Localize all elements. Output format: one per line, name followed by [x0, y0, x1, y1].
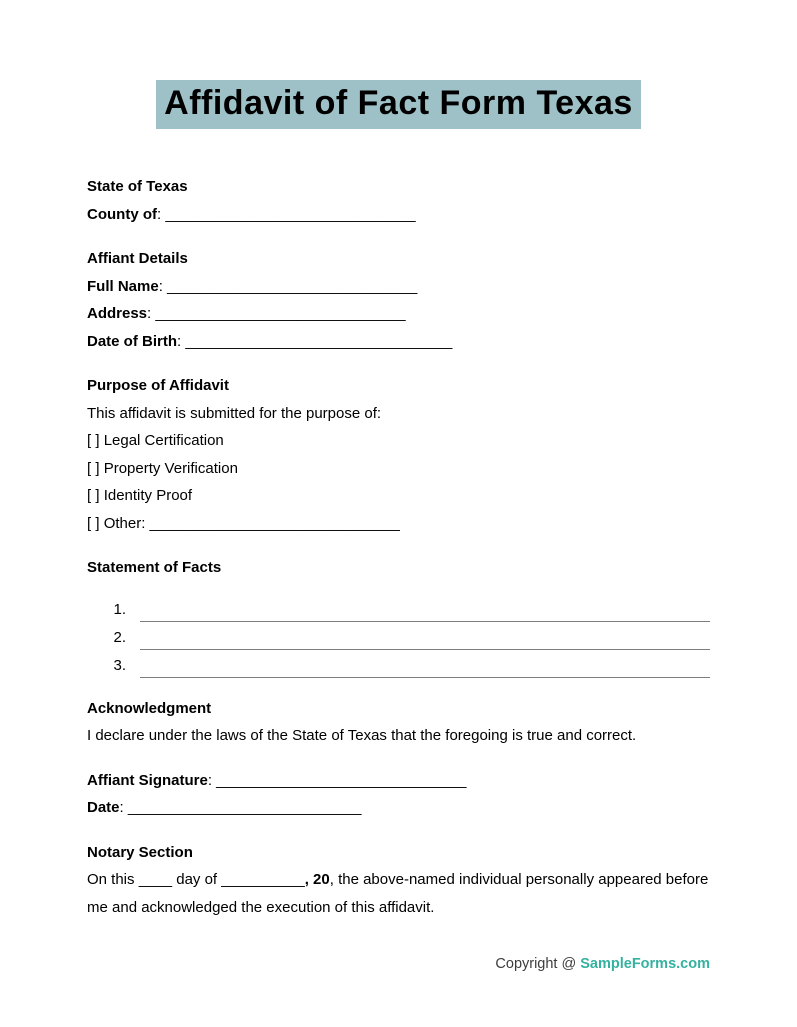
full-name-blank: : ______________________________	[158, 277, 418, 295]
notary-month-blank: __________	[221, 871, 305, 888]
notary-heading	[87, 839, 710, 867]
purpose-option-identity	[87, 482, 710, 510]
notary-day-blank: ____	[138, 871, 173, 888]
affiant-details-section	[87, 245, 710, 355]
facts-list	[87, 594, 710, 678]
checkbox-glyph: [ ]	[87, 487, 100, 504]
purpose-option-legal	[87, 427, 710, 455]
date-of-birth-blank: : ________________________________	[177, 332, 453, 350]
checkbox-glyph: [ ]	[87, 432, 100, 449]
date-of-birth-label: Date of Birth	[87, 332, 177, 350]
jurisdiction-section	[87, 173, 710, 228]
date-of-birth-field	[87, 328, 710, 356]
checkbox-glyph: [ ]	[87, 459, 100, 477]
state-label: State of Texas	[87, 178, 188, 195]
section-heading: Affiant Details	[87, 250, 188, 267]
purpose-heading	[87, 372, 710, 400]
sampleforms-link[interactable]: SampleForms.com	[580, 956, 710, 972]
fact-row-2	[87, 622, 710, 650]
purpose-option-other	[87, 510, 710, 538]
signature-section	[87, 767, 710, 822]
option-label: Property Verification	[103, 459, 238, 477]
county-blank: : ______________________________	[156, 205, 416, 223]
notary-text-part: day of	[172, 871, 222, 888]
notary-text-part: , the above-named individual personally appeared before me and acknowledged the execution of this affidavit.	[87, 871, 709, 916]
address-blank: : ______________________________	[147, 305, 406, 322]
affiant-signature-field	[87, 767, 710, 795]
address-field	[87, 300, 710, 328]
footer	[495, 956, 710, 972]
section-heading: Acknowledgment	[87, 699, 212, 717]
acknowledgment-section	[87, 695, 710, 750]
address-label: Address	[87, 305, 148, 322]
section-heading: Purpose of Affidavit	[87, 377, 229, 394]
option-label: Legal Certification	[103, 432, 224, 449]
purpose-section	[87, 372, 710, 537]
copyright-text: Copyright @	[495, 956, 581, 972]
fact-row-1	[87, 594, 710, 622]
section-heading: Statement of Facts	[87, 559, 222, 576]
purpose-option-property	[87, 455, 710, 483]
fact-number: 3.	[113, 656, 126, 674]
affiant-details-heading	[87, 245, 710, 273]
county-field	[87, 201, 710, 229]
option-label: Other:	[103, 514, 146, 532]
section-heading: Notary Section	[87, 843, 193, 861]
other-blank: ______________________________	[149, 514, 400, 532]
title-section	[87, 80, 710, 129]
notary-text-part: On this	[87, 871, 139, 888]
county-label: County of	[87, 205, 157, 223]
date-blank: : ____________________________	[119, 799, 362, 816]
purpose-intro: This affidavit is submitted for the purpose of:	[87, 404, 382, 422]
facts-heading	[87, 554, 710, 582]
state-line	[87, 173, 710, 201]
fact-row-3	[87, 650, 710, 678]
fact-blank-line	[140, 627, 710, 650]
notary-section	[87, 839, 710, 923]
notary-text	[87, 866, 710, 922]
date-field	[87, 794, 710, 822]
fact-number: 2.	[113, 628, 126, 646]
full-name-label: Full Name	[87, 277, 159, 295]
acknowledgment-text: I declare under the laws of the State of Texas that the foregoing is true and correct.	[87, 727, 637, 744]
fact-blank-line	[140, 655, 710, 678]
option-label: Identity Proof	[103, 487, 193, 504]
notary-year-prefix: , 20	[304, 871, 330, 888]
affiant-signature-label: Affiant Signature	[87, 771, 208, 789]
full-name-field	[87, 273, 710, 301]
checkbox-glyph: [ ]	[87, 514, 100, 532]
date-label: Date	[87, 799, 120, 816]
statement-of-facts-section	[87, 554, 710, 678]
affiant-signature-blank: : ______________________________	[207, 771, 467, 789]
fact-number: 1.	[113, 600, 126, 618]
document-title: Affidavit of Fact Form Texas	[156, 80, 641, 129]
fact-blank-line	[140, 599, 710, 622]
acknowledgment-heading	[87, 695, 710, 723]
